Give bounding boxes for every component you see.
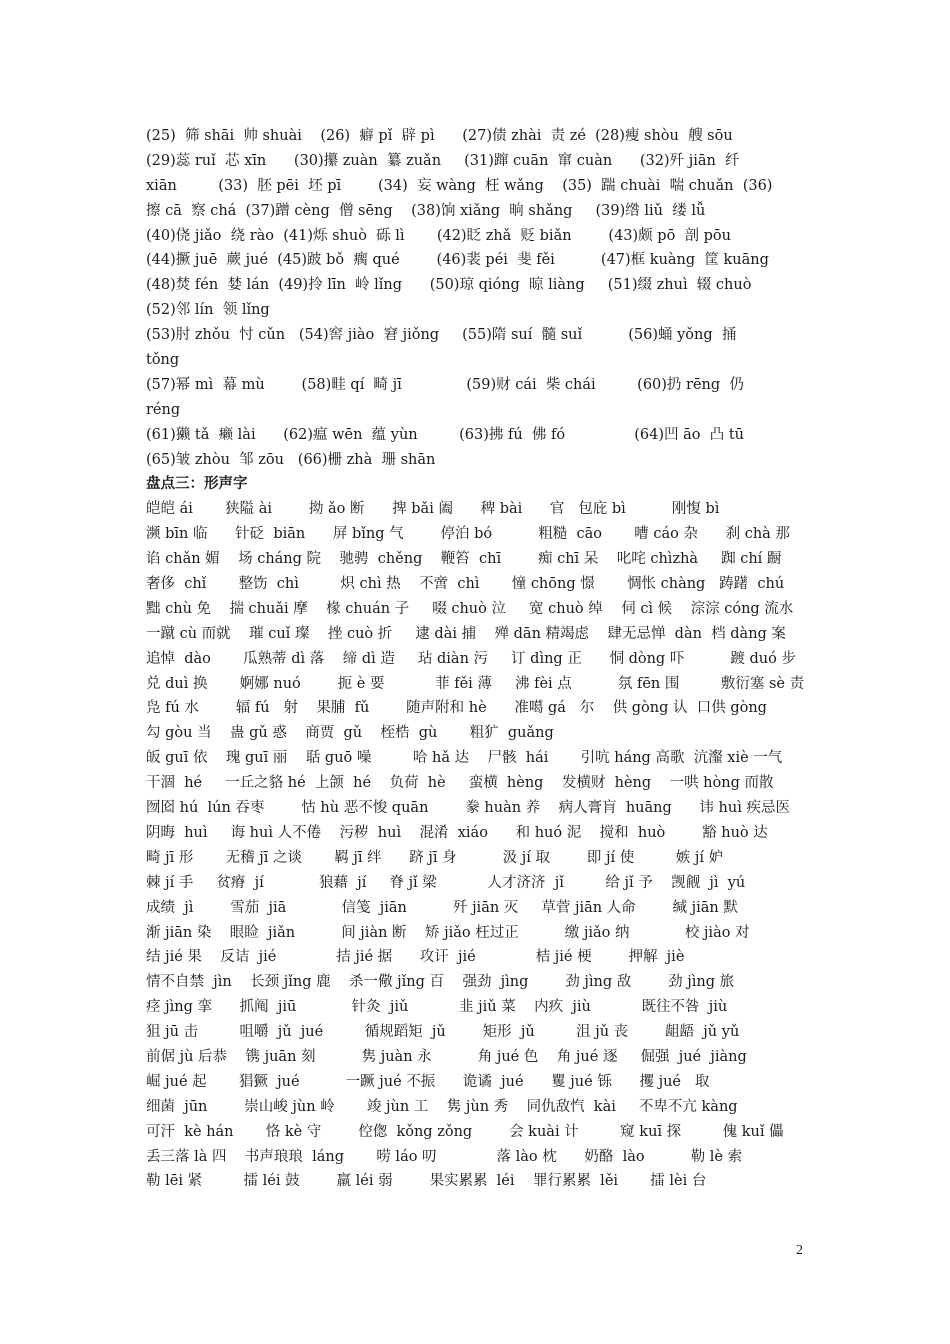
- text-line: (65)皱 zhòu 邹 zōu (66)栅 zhà 珊 shān: [146, 451, 436, 468]
- text-line: 结 jié 果 反诘 jié 拮 jié 据 攻讦 jié 桔 jié 梗 押解 jiè: [146, 949, 685, 966]
- section-heading: 盘点三：形声字: [146, 476, 248, 493]
- text-line: réng: [146, 401, 181, 418]
- list-after-heading: [146, 497, 810, 1194]
- page-number: 2: [796, 1243, 803, 1258]
- text-line: 黜 chù 免 揣 chuǎi 摩 椽 chuán 子 啜 chuò 泣 宽 chuò 绰 伺 cì 候 淙淙 cóng 流水: [146, 600, 794, 617]
- text-line: 阴晦 huì 诲 huì 人不倦 污秽 huì 混淆 xiáo 和 huó 泥 搅和 huò 豁 huò 达: [146, 824, 768, 841]
- text-line: 濒 bīn 临 针砭 biān 屏 bǐng 气 停泊 bó 粗糙 cāo 嘈 cáo 杂 刹 chà 那: [146, 526, 790, 543]
- text-line: (52)邻 lín 领 lǐng: [146, 302, 270, 319]
- text-line: 狙 jū 击 咀嚼 jǔ jué 循规蹈矩 jǔ 矩形 jǔ 沮 jǔ 丧 龃龉 jǔ yǔ: [146, 1024, 740, 1041]
- text-line: 渐 jiān 染 眼睑 jiǎn 间 jiàn 断 矫 jiǎo 枉过正 缴 jiǎo 纳 校 jiào 对: [146, 924, 750, 941]
- text-line: (25) 筛 shāi 帅 shuài (26) 癖 pǐ 辟 pì (27)债 zhài 责 zé (28)瘦 shòu 艘 sōu: [146, 128, 733, 144]
- document-body: [146, 124, 810, 1194]
- text-line: 细菌 jūn 崇山峻 jùn 岭 竣 jùn 工 隽 jùn 秀 同仇敌忾 kài 不卑不亢 kàng: [146, 1098, 738, 1115]
- text-line: 擦 cā 察 chá (37)蹭 cèng 僧 sēng (38)饷 xiǎng 晌 shǎng (39)绺 liǔ 缕 lǚ: [146, 202, 706, 219]
- text-line: 丢三落 là 四 书声琅琅 láng 唠 láo 叨 落 lào 枕 奶酪 lào 勒 lè 索: [146, 1148, 743, 1165]
- text-line: 一蹴 cù 而就 璀 cuǐ 璨 挫 cuò 折 逮 dài 捕 殚 dān 精竭虑 肆无忌惮 dàn 档 dàng 案: [146, 625, 786, 642]
- list-before-heading: [146, 124, 810, 472]
- text-line: 皈 guī 依 瑰 guī 丽 聒 guō 噪 哈 hǎ 达 尸骸 hái 引吭 háng 高歌 沆瀣 xiè 一气: [146, 750, 783, 767]
- text-line: 勒 lēi 紧 擂 léi 鼓 羸 léi 弱 果实累累 léi 罪行累累 lěi 擂 lèi 台: [146, 1173, 707, 1190]
- text-line: 可汗 kè hán 恪 kè 守 倥偬 kǒng zǒng 会 kuài 计 窥 kuī 探 傀 kuǐ 儡: [146, 1123, 784, 1140]
- text-line: (44)撅 juē 蕨 jué (45)跛 bǒ 瘸 qué (46)裴 péi 斐 fěi (47)框 kuàng 筐 kuāng: [146, 252, 769, 269]
- text-line: (29)蕊 ruǐ 芯 xīn (30)攥 zuàn 纂 zuǎn (31)蹿 cuān 窜 cuàn (32)歼 jiān 纤: [146, 152, 740, 169]
- text-line: 勾 gòu 当 蛊 gǔ 惑 商贾 gǔ 桎梏 gù 粗犷 guǎng: [146, 725, 554, 742]
- text-line: 干涸 hé 一丘之貉 hé 上颌 hé 负荷 hè 蛮横 hèng 发横财 hèng 一哄 hòng 而散: [146, 775, 774, 792]
- text-line: 棘 jí 手 贫瘠 jí 狼藉 jí 脊 jǐ 梁 人才济济 jǐ 给 jǐ 予 觊觎 jì yú: [146, 874, 746, 891]
- text-line: tǒng: [146, 352, 180, 369]
- text-line: (61)獭 tǎ 癞 lài (62)瘟 wēn 蕴 yùn (63)拂 fú 佛 fó (64)凹 āo 凸 tū: [146, 426, 745, 443]
- text-line: (48)焚 fén 婪 lán (49)拎 līn 岭 lǐng (50)琼 qióng 晾 liàng (51)缀 zhuì 辍 chuò: [146, 277, 752, 294]
- text-line: 奢侈 chǐ 整饬 chì 炽 chì 热 不啻 chì 憧 chōng 憬 惆怅 chàng 踌躇 chú: [146, 576, 785, 593]
- text-line: 痉 jìng 挛 抓阄 jiū 针灸 jiǔ 韭 jiǔ 菜 内疚 jiù 既往不咎 jiù: [146, 999, 728, 1016]
- text-line: xiān (33) 胚 pēi 坯 pī (34) 妄 wàng 枉 wǎng (35) 踹 chuài 喘 chuǎn (36): [146, 177, 773, 194]
- text-line: 兑 duì 换 婀娜 nuó 扼 è 要 菲 fěi 薄 沸 fèi 点 氛 fēn 围 敷衍塞 sè 责: [146, 675, 805, 692]
- text-line: 情不自禁 jìn 长颈 jǐng 鹿 杀一儆 jǐng 百 强劲 jìng 劲 jìng 敌 劲 jìng 旅: [146, 974, 735, 991]
- text-line: 成绩 jì 雪茄 jiā 信笺 jiān 歼 jiān 灭 草菅 jiān 人命 缄 jiān 默: [146, 899, 738, 916]
- text-line: 囫囵 hú lún 吞枣 怙 hù 恶不悛 quān 豢 huàn 养 病人膏肓 huāng 讳 huì 疾忌医: [146, 800, 790, 817]
- text-line: 谄 chǎn 媚 场 cháng 院 驰骋 chěng 鞭笞 chī 痴 chī 呆 叱咤 chìzhà 踟 chí 蹰: [146, 551, 782, 568]
- text-line: 皑皑 ái 狭隘 ài 拗 ǎo 断 捭 bǎi 阖 稗 bài 官 包庇 bì 刚愎 bì: [146, 501, 720, 518]
- text-line: (57)幂 mì 幕 mù (58)畦 qí 畸 jī (59)财 cái 柴 chái (60)扔 rēng 仍: [146, 376, 744, 393]
- text-line: 畸 jī 形 无稽 jī 之谈 羁 jī 绊 跻 jī 身 汲 jí 取 即 jí 使 嫉 jí 妒: [146, 849, 724, 866]
- text-line: 凫 fú 水 辐 fú 射 果脯 fǔ 随声附和 hè 准噶 gá 尔 供 gòng 认 口供 gòng: [146, 700, 767, 717]
- text-line: (53)肘 zhǒu 忖 cǔn (54)窖 jiào 窘 jiǒng (55)隋 suí 髓 suǐ (56)蛹 yǒng 捅: [146, 327, 737, 344]
- text-line: (40)侥 jiǎo 绕 rào (41)烁 shuò 砾 lì (42)眨 zhǎ 贬 biǎn (43)颇 pō 剖 pōu: [146, 227, 731, 244]
- text-line: 追悼 dào 瓜熟蒂 dì 落 缔 dì 造 玷 diàn 污 订 dìng 正 恫 dòng 吓 踱 duó 步: [146, 650, 796, 667]
- text-line: 崛 jué 起 猖獗 jué 一蹶 jué 不振 诡谲 jué 矍 jué 铄 攫 jué 取: [146, 1073, 710, 1090]
- text-line: 前倨 jù 后恭 镌 juān 刻 隽 juàn 永 角 jué 色 角 jué 逐 倔强 jué jiàng: [146, 1048, 747, 1065]
